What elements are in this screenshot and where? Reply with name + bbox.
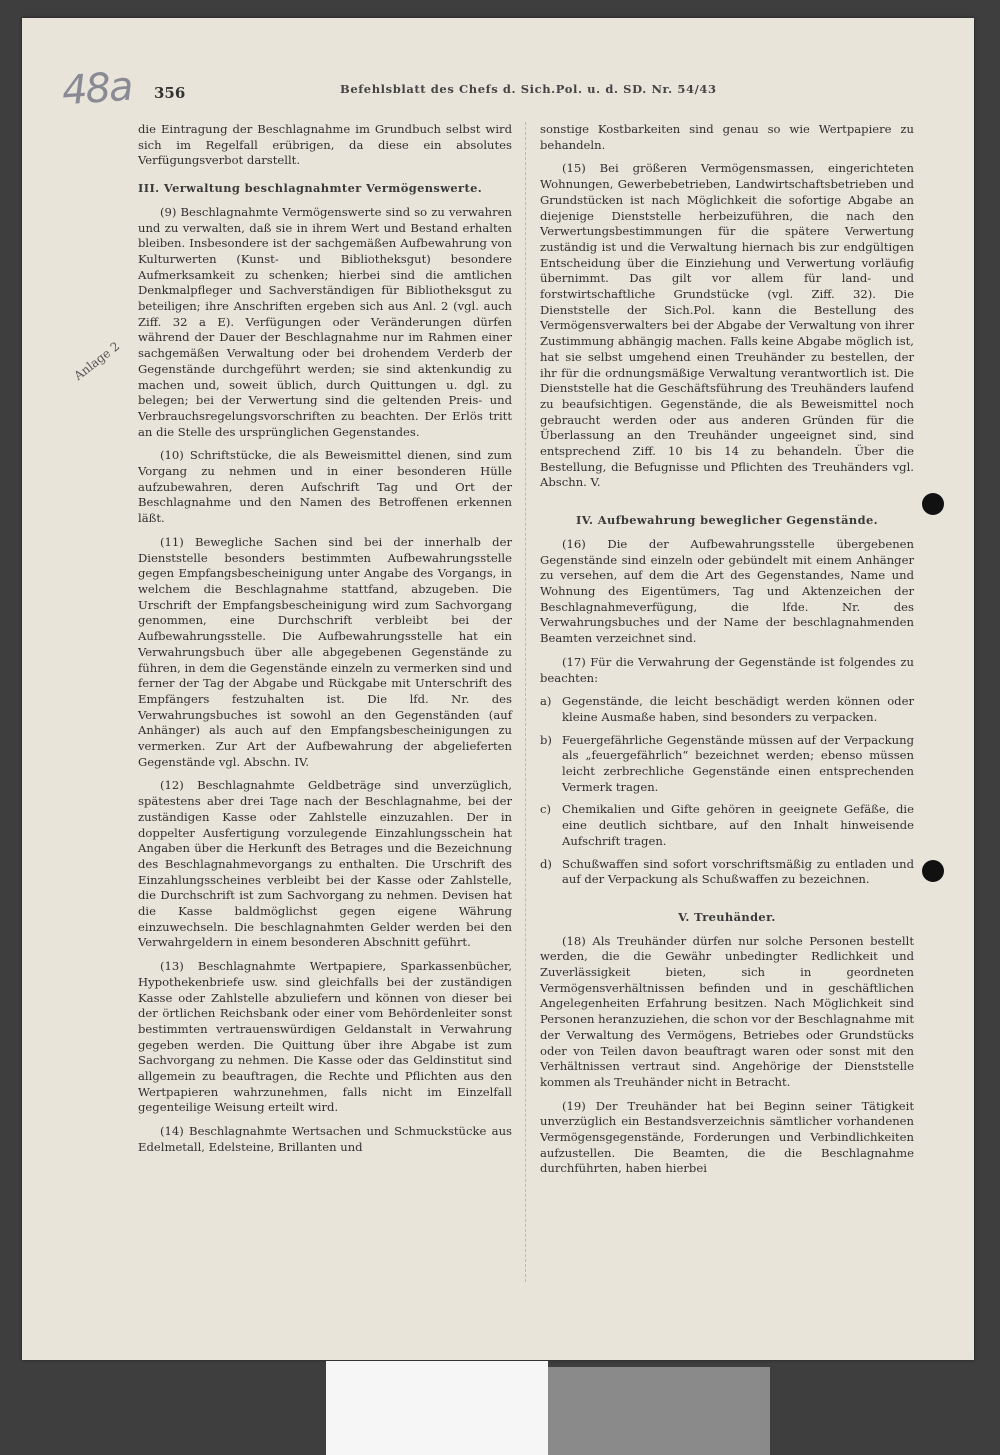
list-text: Gegenstände, die leicht beschädigt werden können oder kleine Ausmaße haben, sind besonders zu verpacken. bbox=[562, 694, 914, 724]
list-text: Schußwaffen sind sofort vorschriftsmäßig zu entladen und auf der Verpackung als Schußwaffen zu bezeichnen. bbox=[562, 856, 914, 887]
section-heading-IV: IV. Aufbewahrung beweglicher Gegenstände. bbox=[576, 513, 878, 528]
paragraph-15: (15) Bei größeren Vermögensmassen, eingerichteten Wohnungen, Gewerbebetrieben, Landwirtschaftsbetrieben und Grundstücken ist nach Möglichkeit die sofortige Abgabe an diejenige Dienststelle herbeizuführen, die nach den Verwertungsbestimmungen für die spätere Verwertung zuständig ist und die Verwaltung hiernach bis zur endgültigen Entscheidung über die Einziehung und Verwertung vorläufig übernimmt. Das gilt vor allem für land- und forstwirtschaftliche Grundstücke (vgl. Ziff. 32). Die Dienststelle der Sich.Pol. kann die Bestellung des Vermögensverwalters bei der Abgabe der Verwaltung von ihrer Zustimmung abhängig machen. Falls keine Abgabe möglich ist, hat sie selbst umgehend einen Treuhänder zu bestellen, der ihr für die ordnungsmäßige Verwaltung verantwortlich ist. Die Dienststelle hat die Geschäftsführung des Treuhänders laufend zu beaufsichtigen. Gegenstände, die als Beweismittel noch gebraucht werden oder aus anderen Gründen für die Überlassung an den Treuhänder ungeeignet sind, sind entsprechend Ziff. 10 bis 14 zu behandeln. Über die Bestellung, die Befugnisse und Pflichten des Treuhänders vgl. Abschn. V. bbox=[540, 161, 914, 490]
paragraph-intro: die Eintragung der Beschlagnahme im Grundbuch selbst wird sich im Regelfall erübrigen, da diese ein absolutes Verfügungsverbot darstellt. bbox=[138, 122, 512, 168]
column-divider bbox=[525, 122, 527, 1282]
list-marker: c) bbox=[540, 802, 552, 817]
paragraph-10: (10) Schriftstücke, die als Beweismittel dienen, sind zum Vorgang zu nehmen und in einer besonderen Hülle aufzubewahren, deren Aufschrift Tag und Ort der Beschlagnahme und den Namen des Betroffenen erkennen läßt. bbox=[138, 448, 512, 526]
paragraph-14-continued: sonstige Kostbarkeiten sind genau so wie Wertpapiere zu behandeln. bbox=[540, 122, 914, 152]
paragraph-14: (14) Beschlagnahmte Wertsachen und Schmuckstücke aus Edelmetall, Edelsteine, Brillanten und bbox=[138, 1124, 512, 1154]
margin-stamp: Anlage 2 bbox=[71, 338, 123, 384]
list-item bbox=[540, 802, 914, 849]
punch-hole-upper bbox=[922, 493, 944, 515]
list-17 bbox=[540, 694, 914, 888]
color-calibration-white bbox=[326, 1361, 548, 1455]
list-text: Chemikalien und Gifte gehören in geeignete Gefäße, die eine deutlich sichtbare, auf den Inhalt hinweisende Aufschrift tragen. bbox=[562, 802, 914, 848]
list-item bbox=[540, 694, 914, 725]
paragraph-18: (18) Als Treuhänder dürfen nur solche Personen bestellt werden, die die Gewähr unbedingter Redlichkeit und Zuverlässigkeit bieten, sich in geordneten Vermögensverhältnissen befinden und in geschäftlichen Angelegenheiten Erfahrung besitzen. Nach Möglichkeit sind Personen heranzuziehen, die schon vor der Beschlagnahme mit der Verwaltung des Vermögens, Betriebes oder Grundstücks oder von Teilen davon beauftragt waren oder sonst mit den Verhältnissen vertraut sind. Angehörige der Dienststelle kommen als Treuhänder nicht in Betracht. bbox=[540, 933, 914, 1089]
list-text: Feuergefährliche Gegenstände müssen auf der Verpackung als „feuergefährlich“ bezeichnet werden; ebenso müssen leicht zerbrechliche Gegenstände einen entsprechenden Vermerk tragen. bbox=[562, 732, 914, 794]
page-number: 356 bbox=[154, 84, 186, 102]
paragraph-12: (12) Beschlagnahmte Geldbeträge sind unverzüglich, spätestens aber drei Tage nach der Beschlagnahme, bei der zuständigen Kasse oder Zahlstelle einzuzahlen. Der in doppelter Ausfertigung vorzulegende Einzahlungsschein hat Angaben über die Herkunft des Betrages und die Bezeichnung des Beschlagnahmevorgangs zu enthalten. Die Urschrift des Einzahlungsscheines verbleibt bei der Kasse oder Zahlstelle, die Durchschrift ist zum Sachvorgang zu nehmen. Devisen hat die Kasse baldmöglichst gegen eigene Währung einzuwechseln. Die beschlagnahmten Gelder werden bei den Verwahrgeldern in einem besonderen Abschnitt geführt. bbox=[138, 778, 512, 950]
punch-hole-lower bbox=[922, 860, 944, 882]
document-page bbox=[22, 18, 974, 1360]
section-heading-V: V. Treuhänder. bbox=[678, 909, 776, 924]
list-marker: a) bbox=[540, 694, 552, 709]
right-column bbox=[540, 122, 914, 1185]
paragraph-17: (17) Für die Verwahrung der Gegenstände ist folgendes zu beachten: bbox=[540, 654, 914, 685]
list-marker: b) bbox=[540, 732, 552, 747]
list-item bbox=[540, 733, 914, 796]
paragraph-19: (19) Der Treuhänder hat bei Beginn seiner Tätigkeit unverzüglich ein Bestandsverzeichnis sämtlicher vorhandenen Vermögensgegenstände, Forderungen und Verbindlichkeiten aufzustellen. Die Beamten, die die Beschlagnahme durchführten, haben hierbei bbox=[540, 1098, 914, 1176]
list-marker: d) bbox=[540, 856, 552, 871]
paragraph-16: (16) Die der Aufbewahrungsstelle übergebenen Gegenstände sind einzeln oder gebündelt mit einem Anhänger zu versehen, auf dem die Art des Gegenstandes, Name und Wohnung des Eigentümers, Tag und Aktenzeichen der Beschlagnahmeverfügung, die lfde. Nr. des Verwahrungsbuches und der Name der beschlagnahmenden Beamten verzeichnet sind. bbox=[540, 536, 914, 646]
section-heading-III: III. Verwaltung beschlagnahmter Vermögenswerte. bbox=[138, 181, 483, 196]
color-calibration-gray bbox=[548, 1367, 770, 1455]
list-item bbox=[540, 857, 914, 888]
paragraph-13: (13) Beschlagnahmte Wertpapiere, Sparkassenbücher, Hypothekenbriefe usw. sind gleichfalls bei der zuständigen Kasse oder Zahlstelle abzuliefern und können von dieser bei der örtlichen Reichsbank oder einer vom Behördenleiter sonst bestimmten vertrauenswürdigen Geldanstalt in Verwahrung gegeben werden. Die Quittung über ihre Abgabe ist zum Sachvorgang zu nehmen. Die Kasse oder das Geldinstitut sind allgemein zu beauftragen, die Rechte und Pflichten aus den Wertpapieren wahrzunehmen, falls nicht im Einzelfall gegenteilige Weisung erteilt wird. bbox=[138, 959, 512, 1115]
running-title: Befehlsblatt des Chefs d. Sich.Pol. u. d. SD. Nr. 54/43 bbox=[340, 82, 717, 96]
paragraph-11: (11) Bewegliche Sachen sind bei der innerhalb der Dienststelle besonders bestimmten Aufbewahrungsstelle gegen Empfangsbescheinigung unter Angabe des Vorgangs, in welchem die Beschlagnahme stattfand, abzugeben. Die Urschrift der Empfangsbescheinigung wird zum Sachvorgang genommen, eine Durchschrift verbleibt bei der Aufbewahrungsstelle. Die Aufbewahrungsstelle hat ein Verwahrungsbuch über alle abgegebenen Gegenstände zu führen, in dem die Gegenstände einzeln zu vermerken sind und ferner der Tag der Abgabe und Rückgabe mit Unterschrift des Empfängers festzuhalten ist. Die lfd. Nr. des Verwahrungsbuches ist sowohl an den Gegenständen (auf Anhänger) als auch auf den Empfangsbescheinigungen zu vermerken. Zur Art der Aufbewahrung der abgelieferten Gegenstände vgl. Abschn. IV. bbox=[138, 534, 512, 769]
left-column bbox=[138, 122, 512, 1164]
paragraph-9: (9) Beschlagnahmte Vermögenswerte sind so zu verwahren und zu verwalten, daß sie in ihrem Wert und Bestand erhalten bleiben. Insbesondere ist der sachgemäßen Aufbewahrung von Kulturwerten (Kunst- und Bibliotheksgut) besondere Aufmerksamkeit zu schenken; hierbei sind die amtlichen Denkmalpfleger und Sachverständigen für Bibliotheksgut zu beteiligen; ihre Anschriften ergeben sich aus Anl. 2 (vgl. auch Ziff. 32 a E). Verfügungen oder Veränderungen dürfen während der Dauer der Beschlagnahme nur im Rahmen einer sachgemäßen Verwaltung oder bei drohendem Verderb der Gegenstände durchgeführt werden; sie sind aktenkundig zu machen und, soweit üblich, durch Quittungen u. dgl. zu belegen; bei der Verwertung sind die geltenden Preis- und Verbrauchsregelungsvorschriften zu beachten. Der Erlös tritt an die Stelle des ursprünglichen Gegenstandes. bbox=[138, 204, 512, 439]
handwritten-note: 48a bbox=[60, 63, 133, 115]
